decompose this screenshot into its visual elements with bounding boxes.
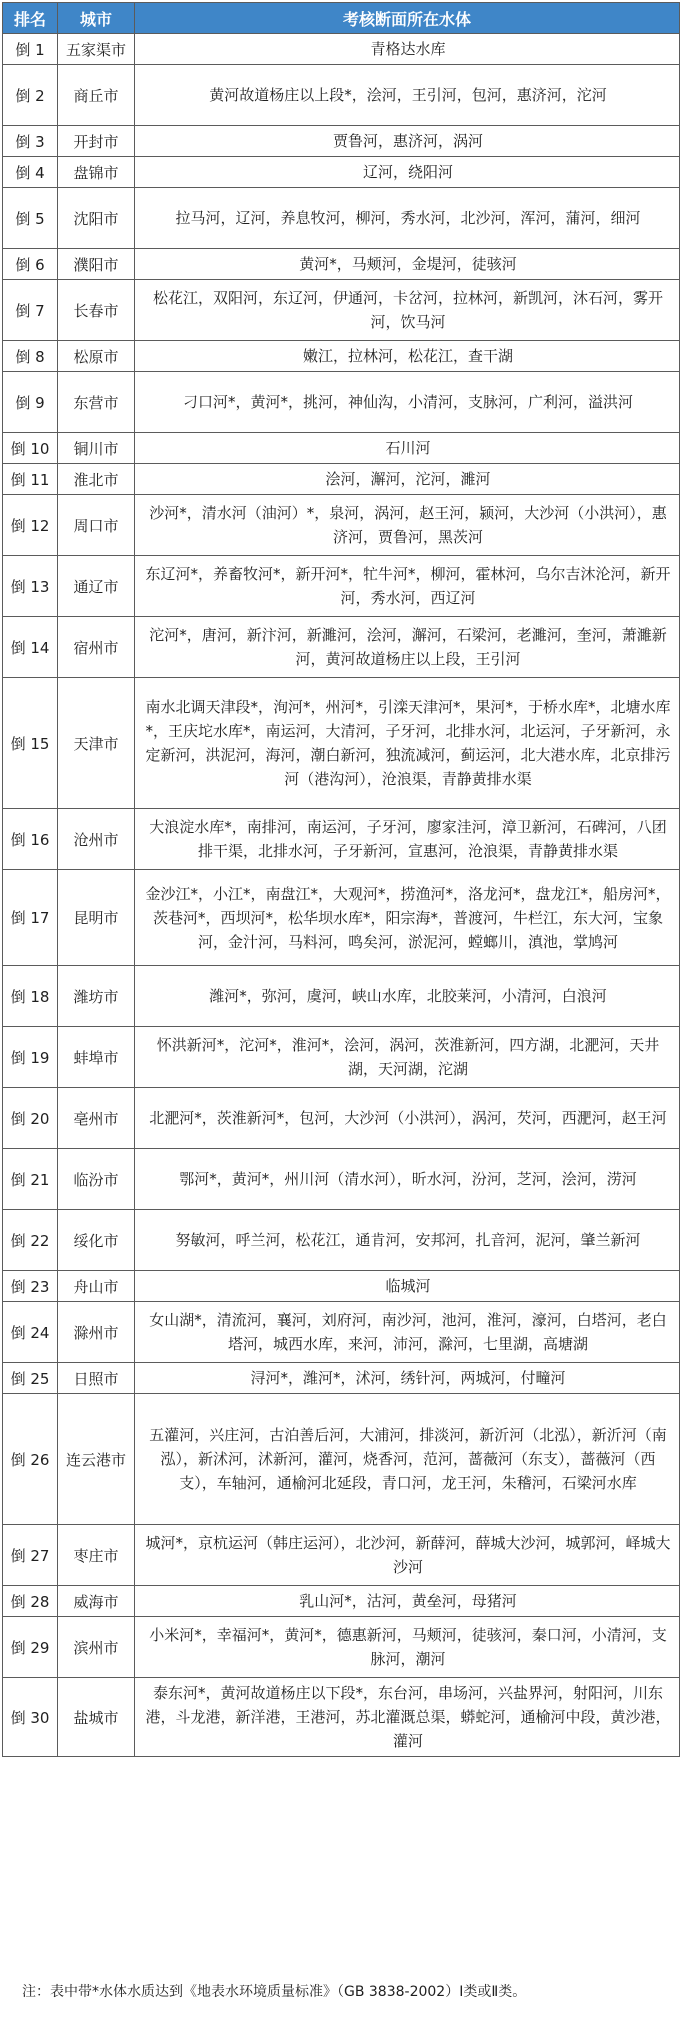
city-cell: 通辽市: [58, 556, 135, 617]
rank-cell: 倒 10: [3, 433, 58, 464]
table-row: [3, 65, 680, 126]
rank-cell: 倒 9: [3, 372, 58, 433]
rank-cell: 倒 28: [3, 1586, 58, 1617]
city-cell: 威海市: [58, 1586, 135, 1617]
table-header-row: [3, 3, 680, 34]
water-bodies-cell: 贾鲁河，惠济河，涡河: [135, 126, 680, 157]
table-row: [3, 678, 680, 809]
city-cell: 潍坊市: [58, 966, 135, 1027]
water-bodies-cell: 大浪淀水库*，南排河，南运河，子牙河，廖家洼河，漳卫新河，石碑河，八团排干渠，北排水河，子牙新河，宣惠河，沧浪渠，青静黄排水渠: [135, 809, 680, 870]
rank-cell: 倒 12: [3, 495, 58, 556]
table-row: [3, 280, 680, 341]
rank-cell: 倒 4: [3, 157, 58, 188]
table-row: [3, 495, 680, 556]
table-row: [3, 617, 680, 678]
rank-cell: 倒 22: [3, 1210, 58, 1271]
water-bodies-cell: 南水北调天津段*，洵河*，州河*，引滦天津河*，果河*，于桥水库*，北塘水库*，王庆坨水库*，南运河，大清河，子牙河，北排水河，北运河，子牙新河，永定新河，洪泥河，海河，潮白新河，独流减河，蓟运河，北大港水库，北京排污河（港沟河），沧浪渠，青静黄排水渠: [135, 678, 680, 809]
rank-cell: 倒 23: [3, 1271, 58, 1302]
water-quality-table: [2, 2, 680, 1757]
city-cell: 沧州市: [58, 809, 135, 870]
table-row: [3, 341, 680, 372]
city-cell: 五家渠市: [58, 34, 135, 65]
city-cell: 盘锦市: [58, 157, 135, 188]
header-rank: 排名: [3, 3, 58, 34]
water-bodies-cell: 刁口河*，黄河*，挑河，神仙沟，小清河，支脉河，广利河，溢洪河: [135, 372, 680, 433]
water-bodies-cell: 临城河: [135, 1271, 680, 1302]
water-bodies-cell: 城河*，京杭运河（韩庄运河），北沙河，新薛河，薛城大沙河，城郭河，峄城大沙河: [135, 1525, 680, 1586]
water-bodies-cell: 松花江，双阳河，东辽河，伊通河，卡岔河，拉林河，新凯河，沐石河，雾开河，饮马河: [135, 280, 680, 341]
rank-cell: 倒 21: [3, 1149, 58, 1210]
rank-cell: 倒 13: [3, 556, 58, 617]
city-cell: 枣庄市: [58, 1525, 135, 1586]
rank-cell: 倒 16: [3, 809, 58, 870]
water-bodies-cell: 嫩江，拉林河，松花江，查干湖: [135, 341, 680, 372]
water-bodies-cell: 北淝河*，茨淮新河*，包河，大沙河（小洪河），涡河，芡河，西淝河，赵王河: [135, 1088, 680, 1149]
city-cell: 昆明市: [58, 870, 135, 966]
city-cell: 连云港市: [58, 1394, 135, 1525]
water-bodies-cell: 沱河*，唐河，新汴河，新濉河，浍河，澥河，石梁河，老濉河，奎河，萧濉新河，黄河故道杨庄以上段，王引河: [135, 617, 680, 678]
city-cell: 周口市: [58, 495, 135, 556]
table-row: [3, 464, 680, 495]
city-cell: 开封市: [58, 126, 135, 157]
water-bodies-cell: 小米河*，幸福河*，黄河*，德惠新河，马颊河，徒骇河，秦口河，小清河，支脉河，潮河: [135, 1617, 680, 1678]
table-row: [3, 1302, 680, 1363]
rank-cell: 倒 20: [3, 1088, 58, 1149]
city-cell: 长春市: [58, 280, 135, 341]
rank-cell: 倒 2: [3, 65, 58, 126]
city-cell: 滁州市: [58, 1302, 135, 1363]
city-cell: 天津市: [58, 678, 135, 809]
table-row: [3, 870, 680, 966]
table-row: [3, 249, 680, 280]
rank-cell: 倒 25: [3, 1363, 58, 1394]
city-cell: 商丘市: [58, 65, 135, 126]
rank-cell: 倒 8: [3, 341, 58, 372]
city-cell: 临汾市: [58, 1149, 135, 1210]
table-row: [3, 126, 680, 157]
rank-cell: 倒 24: [3, 1302, 58, 1363]
water-bodies-cell: 乳山河*，沽河，黄垒河，母猪河: [135, 1586, 680, 1617]
water-bodies-cell: 浍河，澥河，沱河，濉河: [135, 464, 680, 495]
table-row: [3, 1617, 680, 1678]
water-bodies-cell: 努敏河，呼兰河，松花江，通肯河，安邦河，扎音河，泥河，肇兰新河: [135, 1210, 680, 1271]
city-cell: 绥化市: [58, 1210, 135, 1271]
city-cell: 东营市: [58, 372, 135, 433]
city-cell: 铜川市: [58, 433, 135, 464]
header-sections: 考核断面所在水体: [135, 3, 680, 34]
water-bodies-cell: 怀洪新河*，沱河*，淮河*，浍河，涡河，茨淮新河，四方湖，北淝河，天井湖，天河湖，沱湖: [135, 1027, 680, 1088]
water-bodies-cell: 潍河*，弥河，虞河，峡山水库，北胶莱河，小清河，白浪河: [135, 966, 680, 1027]
rank-cell: 倒 15: [3, 678, 58, 809]
water-bodies-cell: 鄂河*，黄河*，州川河（清水河），昕水河，汾河，芝河，浍河，涝河: [135, 1149, 680, 1210]
rank-cell: 倒 27: [3, 1525, 58, 1586]
city-cell: 日照市: [58, 1363, 135, 1394]
water-bodies-cell: 浔河*，潍河*，沭河，绣针河，两城河，付疃河: [135, 1363, 680, 1394]
water-bodies-cell: 女山湖*，清流河，襄河，刘府河，南沙河，池河，淮河，濠河，白塔河，老白塔河，城西水库，来河，沛河，滁河，七里湖，高塘湖: [135, 1302, 680, 1363]
table-row: [3, 1586, 680, 1617]
city-cell: 宿州市: [58, 617, 135, 678]
city-cell: 松原市: [58, 341, 135, 372]
table-row: [3, 1394, 680, 1525]
rank-cell: 倒 14: [3, 617, 58, 678]
water-bodies-cell: 黄河*，马颊河，金堤河，徒骇河: [135, 249, 680, 280]
city-cell: 淮北市: [58, 464, 135, 495]
water-bodies-cell: 拉马河，辽河，养息牧河，柳河，秀水河，北沙河，浑河，蒲河，细河: [135, 188, 680, 249]
rank-cell: 倒 30: [3, 1678, 58, 1757]
table-row: [3, 1363, 680, 1394]
rank-cell: 倒 6: [3, 249, 58, 280]
table-row: [3, 966, 680, 1027]
table-footnote: 注：表中带*水体水质达到《地表水环境质量标准》（GB 3838-2002）Ⅰ类或Ⅱ类。: [22, 1984, 527, 2000]
water-bodies-cell: 石川河: [135, 433, 680, 464]
table-row: [3, 1210, 680, 1271]
table-row: [3, 1678, 680, 1757]
rank-cell: 倒 29: [3, 1617, 58, 1678]
rank-cell: 倒 11: [3, 464, 58, 495]
table-row: [3, 809, 680, 870]
water-bodies-cell: 泰东河*，黄河故道杨庄以下段*，东台河，串场河，兴盐界河，射阳河，川东港，斗龙港，新洋港，王港河，苏北灌溉总渠，蟒蛇河，通榆河中段，黄沙港，灌河: [135, 1678, 680, 1757]
table-row: [3, 34, 680, 65]
water-bodies-cell: 五灌河，兴庄河，古泊善后河，大浦河，排淡河，新沂河（北泓），新沂河（南泓），新沭河，沭新河，灌河，烧香河，范河，蔷薇河（东支），蔷薇河（西支），车轴河，通榆河北延段，青口河，龙王河，朱稽河，石梁河水库: [135, 1394, 680, 1525]
table-row: [3, 1271, 680, 1302]
table-row: [3, 372, 680, 433]
table-row: [3, 188, 680, 249]
city-cell: 蚌埠市: [58, 1027, 135, 1088]
rank-cell: 倒 17: [3, 870, 58, 966]
city-cell: 亳州市: [58, 1088, 135, 1149]
rank-cell: 倒 18: [3, 966, 58, 1027]
rank-cell: 倒 26: [3, 1394, 58, 1525]
water-bodies-cell: 东辽河*，养畜牧河*，新开河*，牤牛河*，柳河，霍林河，乌尔吉沐沦河，新开河，秀水河，西辽河: [135, 556, 680, 617]
water-bodies-cell: 黄河故道杨庄以上段*，浍河，王引河，包河，惠济河，沱河: [135, 65, 680, 126]
water-bodies-cell: 沙河*，清水河（油河）*，泉河，涡河，赵王河，颍河，大沙河（小洪河），惠济河，贾鲁河，黑茨河: [135, 495, 680, 556]
table-row: [3, 1088, 680, 1149]
rank-cell: 倒 19: [3, 1027, 58, 1088]
city-cell: 滨州市: [58, 1617, 135, 1678]
table-row: [3, 1027, 680, 1088]
water-bodies-cell: 青格达水库: [135, 34, 680, 65]
table-row: [3, 1149, 680, 1210]
table-row: [3, 1525, 680, 1586]
rank-cell: 倒 7: [3, 280, 58, 341]
rank-cell: 倒 5: [3, 188, 58, 249]
header-city: 城市: [58, 3, 135, 34]
water-bodies-cell: 辽河，绕阳河: [135, 157, 680, 188]
water-bodies-cell: 金沙江*，小江*，南盘江*，大观河*，捞渔河*，洛龙河*，盘龙江*，船房河*，茨巷河*，西坝河*，松华坝水库*，阳宗海*，普渡河，牛栏江，东大河，宝象河，金汁河，马料河，鸣矣河，淤泥河，螳螂川，滇池，掌鸠河: [135, 870, 680, 966]
city-cell: 沈阳市: [58, 188, 135, 249]
city-cell: 濮阳市: [58, 249, 135, 280]
rank-cell: 倒 3: [3, 126, 58, 157]
table-row: [3, 157, 680, 188]
table-row: [3, 433, 680, 464]
city-cell: 舟山市: [58, 1271, 135, 1302]
city-cell: 盐城市: [58, 1678, 135, 1757]
table-row: [3, 556, 680, 617]
rank-cell: 倒 1: [3, 34, 58, 65]
